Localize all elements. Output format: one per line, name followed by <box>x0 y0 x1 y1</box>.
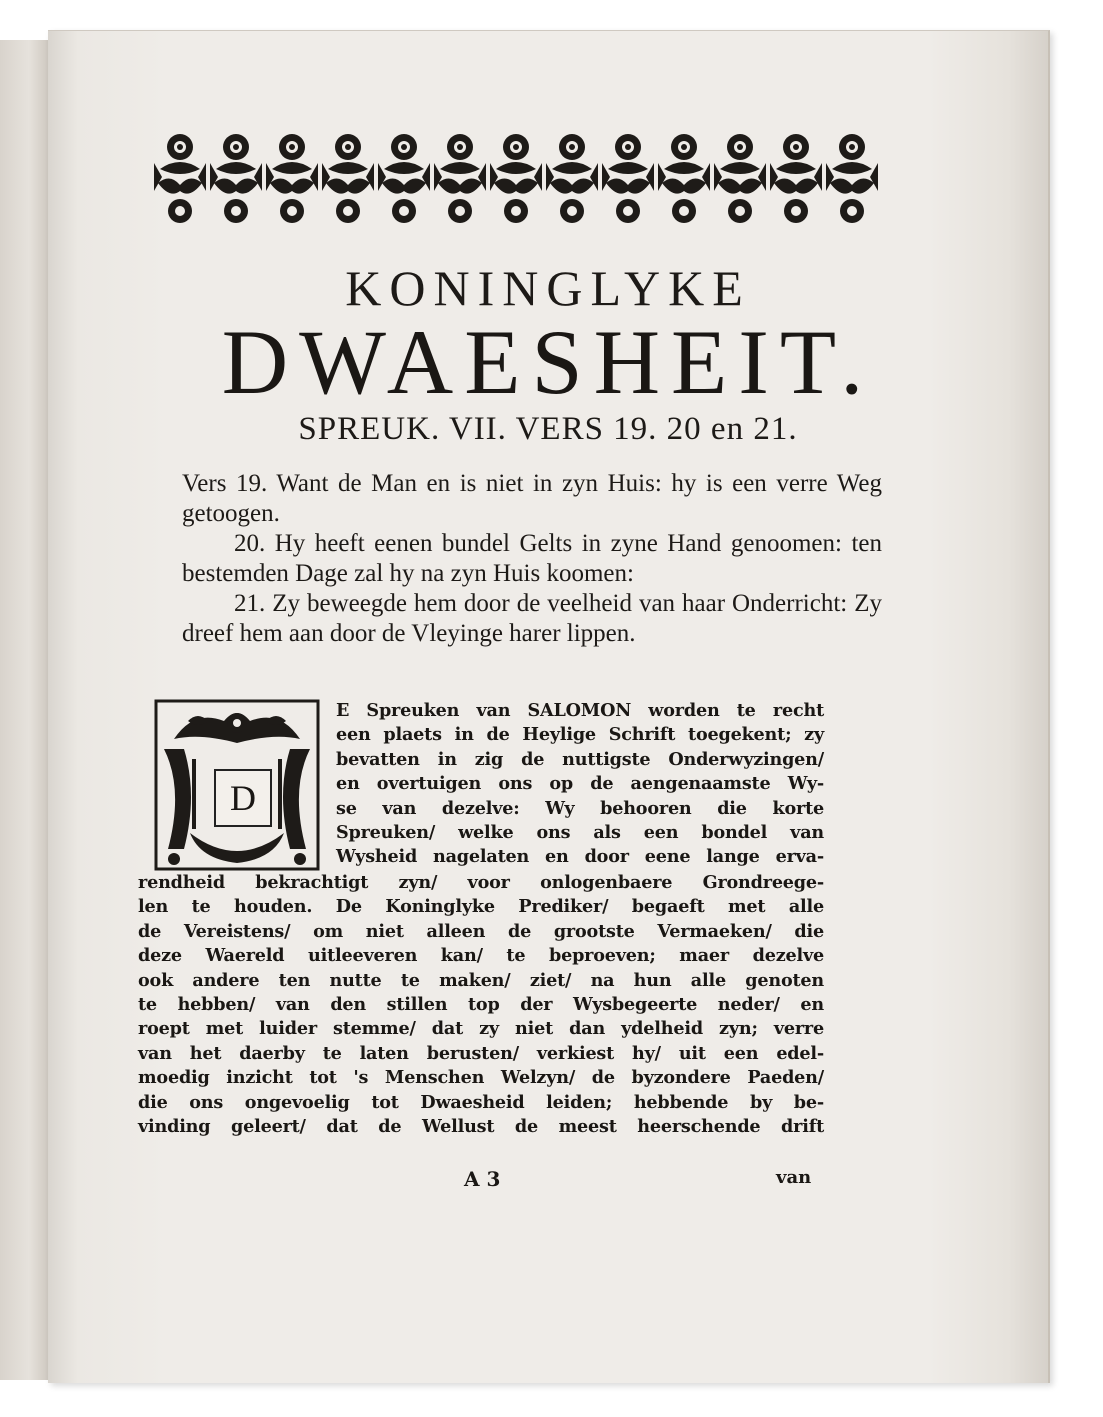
title-line-1: KONINGLYKE <box>345 260 751 316</box>
body-line: ook andere ten nutte te maken/ ziet/ na hun alle genoten <box>138 969 824 991</box>
verses-block <box>182 469 882 649</box>
title-line-2: DWAESHEIT. <box>221 311 875 413</box>
body-line: bevatten in zig de nuttigste Onderwyzingen/ <box>336 748 824 770</box>
body-text-beside-initial <box>336 699 824 870</box>
signature-mark: A 3 <box>464 1167 501 1191</box>
catchword: van <box>776 1167 812 1188</box>
verse-19: Vers 19. Want de Man en is niet in zyn Huis: hy is een verre Weg getoogen. <box>182 470 882 527</box>
body-line: een plaets in de Heylige Schrift toegekent; zy <box>336 724 824 746</box>
body-line: te hebben/ van den stillen top der Wysbegeerte neder/ en <box>138 994 824 1016</box>
verse-21: 21. Zy beweegde hem door de veelheid van haar Onderricht: Zy dreef hem aan door de Vleyinge harer lippen. <box>182 590 882 647</box>
body-line: Wysheid nagelaten en door eene lange erva- <box>336 846 824 868</box>
body-line: de Vereistens/ om niet alleen de grootste Vermaeken/ die <box>138 920 824 942</box>
drop-cap-letter: D <box>214 769 272 827</box>
body-line: Spreuken/ welke ons als een bondel van <box>336 822 824 844</box>
body-line: vinding geleert/ dat de Wellust de meest heerschende drift <box>138 1116 824 1138</box>
body-line: die ons ongevoelig tot Dwaesheid leiden; hebbende by be- <box>138 1091 824 1113</box>
body-line: rendheid bekrachtigt zyn/ voor onlogenbaere Grondreege- <box>138 872 824 893</box>
body-line: van het daerby te laten berusten/ verkiest hy/ uit een edel- <box>138 1042 824 1064</box>
body-line: E Spreuken van SALOMON worden te recht <box>336 700 824 721</box>
body-text-full-width <box>138 871 824 1139</box>
facing-page-edge <box>0 40 49 1380</box>
ornamental-headpiece <box>152 133 878 229</box>
body-line: moedig inzicht tot 's Menschen Welzyn/ de byzondere Paeden/ <box>138 1067 824 1089</box>
book-page <box>48 30 1050 1383</box>
body-line: se van dezelve: Wy behooren die korte <box>336 797 824 819</box>
body-line: len te houden. De Koninglyke Prediker/ begaeft met alle <box>138 896 824 918</box>
verse-20: 20. Hy heeft eenen bundel Gelts in zyne Hand genoomen: ten bestemden Dage zal hy na zyn Huis koomen: <box>182 530 882 587</box>
body-line: deze Waereld uitleeveren kan/ te beproeven; maer dezelve <box>138 945 824 967</box>
scripture-reference: SPREUK. VII. VERS 19. 20 en 21. <box>298 411 798 447</box>
body-line: en overtuigen ons op de aengenaamste Wy- <box>336 773 824 795</box>
body-line: roept met luider stemme/ dat zy niet dan ydelheid zyn; verre <box>138 1018 824 1040</box>
